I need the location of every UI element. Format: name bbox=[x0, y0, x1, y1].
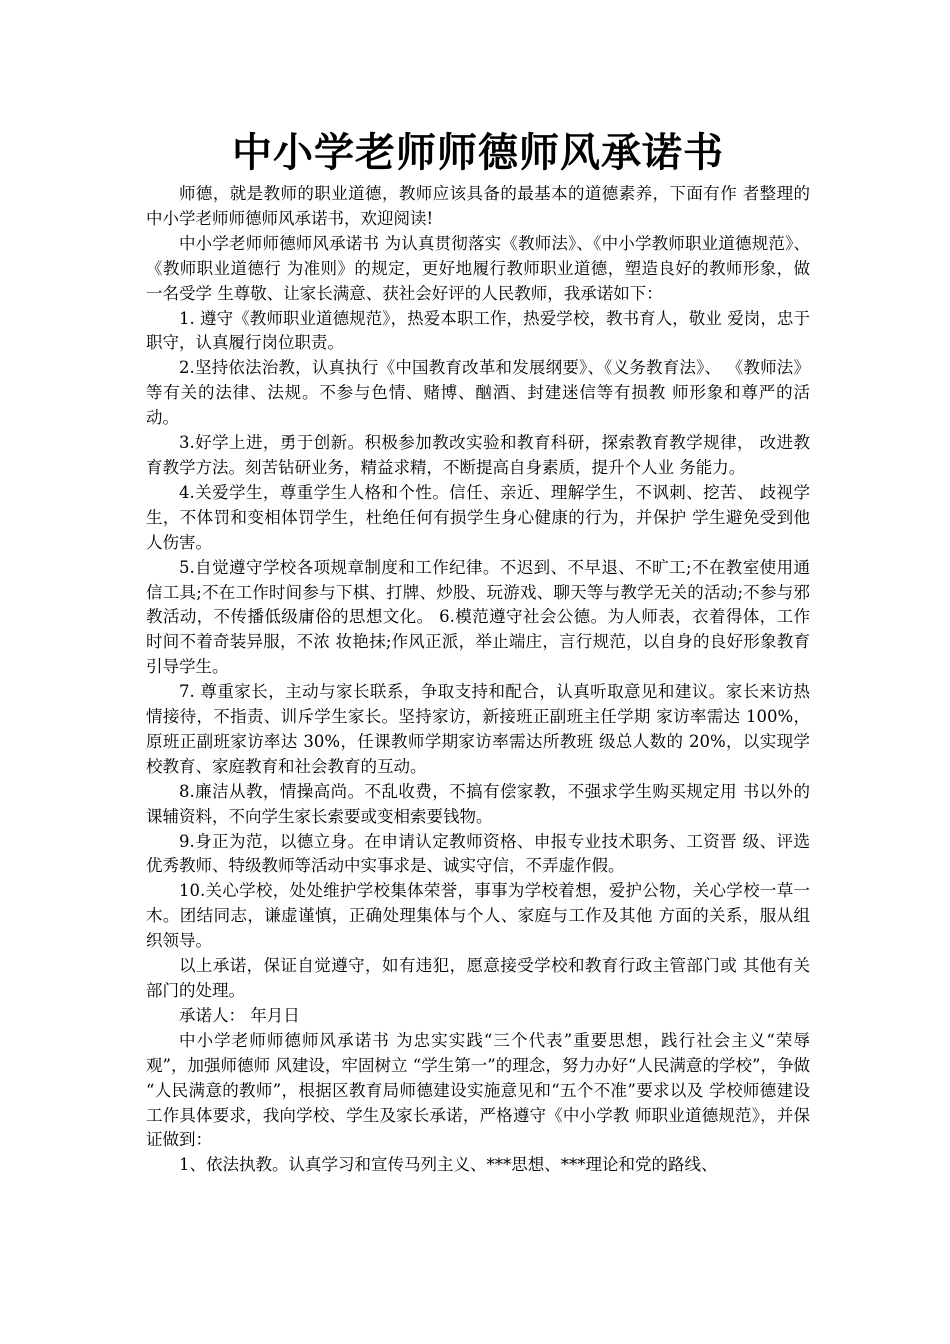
paragraph-item-3: 3.好学上进，勇于创新。积极参加教改实验和教育科研，探索教育教学规律， 改进教育教学方法。刻苦钻研业务，精益求精，不断提高自身素质，提升个人业 务能力。 bbox=[146, 433, 810, 477]
paragraph-intro: 师德，就是教师的职业道德，教师应该具备的最基本的道德素养，下面有作 者整理的中小学老师师德师风承诺书，欢迎阅读! bbox=[146, 184, 810, 228]
paragraph-closing: 以上承诺，保证自觉遵守，如有违犯，愿意接受学校和教育行政主管部门或 其他有关部门的处理。 bbox=[146, 956, 810, 1000]
paragraph-commitment-1-preamble: 中小学老师师德师风承诺书 为认真贯彻落实《教师法》、《中小学教师职业道德规范》、《教师职业道德行 为准则》的规定，更好地履行教师职业道德，塑造良好的教师形象，做一名受学 生尊敬、让家长满意、获社会好评的人民教师，我承诺如下： bbox=[146, 233, 810, 303]
paragraph-item-1: 1. 遵守《教师职业道德规范》，热爱本职工作，热爱学校，教书育人，敬业 爱岗，忠于职守，认真履行岗位职责。 bbox=[146, 308, 810, 353]
paragraph-item-8: 8.廉洁从教，情操高尚。不乱收费，不搞有偿家教，不强求学生购买规定用 书以外的课辅资料，不向学生家长索要或变相索要钱物。 bbox=[146, 781, 810, 826]
paragraph-commitment-2-item-1: 1、依法执教。认真学习和宣传马列主义、***思想、***理论和党的路线、 bbox=[179, 1155, 718, 1175]
paragraph-item-9: 9.身正为范，以德立身。在申请认定教师资格、申报专业技术职务、工资晋 级、评选优秀教师、特级教师等活动中实事求是、诚实守信，不弄虚作假。 bbox=[146, 831, 810, 876]
paragraph-item-7: 7. 尊重家长，主动与家长联系，争取支持和配合，认真听取意见和建议。家长来访热情接待，不指责、训斥学生家长。坚持家访，新接班正副班主任学期 家访率需达 100%，原班正副班家访率达 30%，任课教师学期家访率需达所教班 级总人数的 20%，以实现学校教育、家庭教育和社会教育的互动。 bbox=[146, 682, 810, 776]
paragraph-signature: 承诺人： 年月日 bbox=[179, 1005, 300, 1025]
paragraph-commitment-2-preamble: 中小学老师师德师风承诺书 为忠实实践“三个代表”重要思想，践行社会主义“荣辱观”，加强师德师 风建设，牢固树立 “学生第一”的理念，努力办好“人民满意的学校”，争做 “人民满意的教师”，根据区教育局师德建设实施意见和“五个不准”要求以及 学校师德建设工作具体要求，我向学校、学生及家长承诺，严格遵守《中小学教 师职业道德规范》，并保证做到： bbox=[146, 1030, 810, 1150]
document-page bbox=[146, 128, 810, 1178]
paragraph-item-5-6: 5.自觉遵守学校各项规章制度和工作纪律。不迟到、不早退、不旷工;不在教室使用通信工具;不在工作时间参与下棋、打牌、炒股、玩游戏、聊天等与教学无关的活动;不参与邪教活动，不传播低级庸俗的思想文化。 6.模范遵守社会公德。为人师表，衣着得体，工作时间不着奇装异服，不浓 妆艳抹;作风正派，举止端庄，言行规范，以自身的良好形象教育引导学生。 bbox=[146, 557, 810, 677]
document-title: 中小学老师师德师风承诺书 bbox=[232, 129, 724, 176]
paragraph-item-4: 4.关爱学生，尊重学生人格和个性。信任、亲近、理解学生，不讽刺、挖苦、 歧视学生，不体罚和变相体罚学生，杜绝任何有损学生身心健康的行为，并保护 学生避免受到他人伤害。 bbox=[146, 482, 810, 552]
paragraph-item-2: 2.坚持依法治教，认真执行《中国教育改革和发展纲要》、《义务教育法》、 《教师法》等有关的法律、法规。不参与色情、赌博、酗酒、封建迷信等有损教 师形象和尊严的活动。 bbox=[146, 358, 810, 428]
paragraph-item-10: 10.关心学校，处处维护学校集体荣誉，事事为学校着想，爱护公物，关心学校一草一木。团结同志，谦虚谨慎，正确处理集体与个人、家庭与工作及其他 方面的关系，服从组织领导。 bbox=[146, 881, 810, 951]
